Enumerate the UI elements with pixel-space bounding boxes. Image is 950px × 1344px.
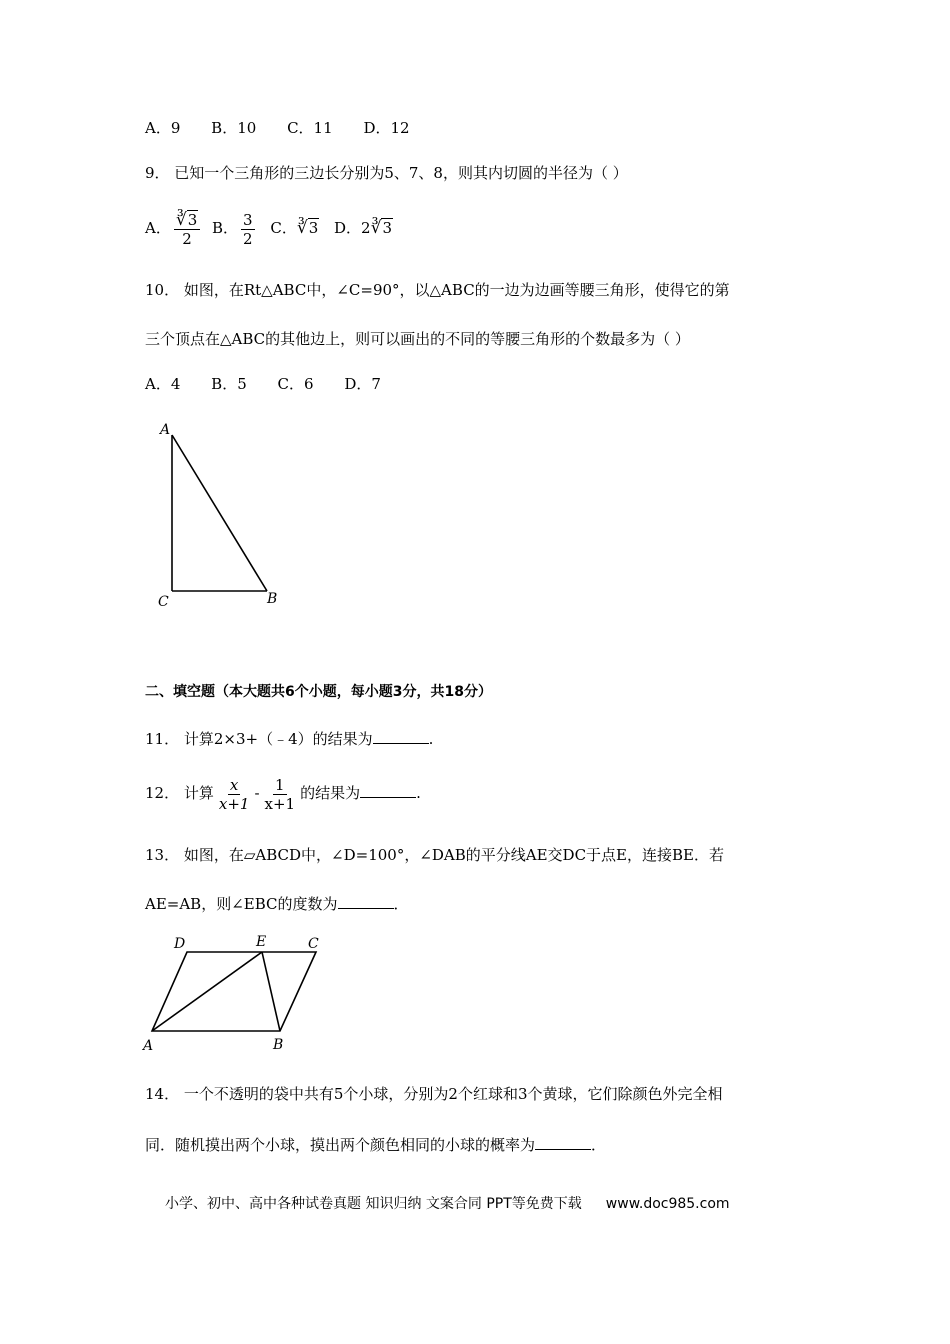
q9-option-a-fraction: $\frac{∛3}{2}$ <box>174 211 200 248</box>
q13-parallelogram-figure <box>138 930 338 1055</box>
vertex-label-c: C <box>308 936 319 952</box>
q10-options <box>145 374 407 394</box>
q14-question-line1: 14． 一个不透明的袋中共有5个小球，分别为2个红球和3个黄球，它们除颜色外完全相 <box>145 1085 723 1103</box>
q9-option-b: B． $\frac{3}{2}$ <box>212 210 253 248</box>
q13-question-line1: 13． 如图，在▱ABCD中，∠D=100°，∠DAB的平分线AE交DC于点E，连接BE．若 <box>145 846 724 864</box>
q8-option-a: A．9 <box>145 119 181 137</box>
q13-answer-blank <box>338 894 394 909</box>
footer-url[interactable]: www.doc985.com <box>605 1196 730 1212</box>
q10-option-d: D．7 <box>344 375 381 393</box>
q10-option-b: B．5 <box>211 375 247 393</box>
segment-be <box>262 952 280 1031</box>
q9-question: 9． 已知一个三角形的三边长分别为5、7、8，则其内切圆的半径为（ ） <box>145 164 628 182</box>
q12-fraction-1: $\frac{x}{x+1}$ <box>218 775 250 813</box>
q12-fraction-2: $\frac{1}{x+1}$ <box>264 775 296 813</box>
vertex-label-d: D <box>174 936 186 952</box>
segment-ae <box>152 952 262 1031</box>
vertex-label-a: A <box>143 1038 154 1054</box>
q9-options <box>145 208 393 248</box>
q10-option-a: A．4 <box>145 375 181 393</box>
vertex-label-e: E <box>256 934 267 950</box>
q13-question-line2: AE=AB，则∠EBC的度数为 ． <box>145 895 409 913</box>
vertex-label-b: B <box>267 591 278 607</box>
q10-question-line2: 三个顶点在△ABC的其他边上，则可以画出的不同的等腰三角形的个数最多为（ ） <box>145 330 690 348</box>
section2-heading: 二、填空题（本大题共6个小题，每小题3分，共18分） <box>145 684 492 700</box>
q12-answer-blank <box>360 783 416 798</box>
q10-triangle-figure <box>150 415 290 615</box>
vertex-label-b: B <box>273 1037 284 1053</box>
page-footer <box>165 1193 730 1213</box>
q10-question-line1: 10． 如图，在Rt△ABC中，∠C=90°，以△ABC的一边为边画等腰三角形，使得它的第 <box>145 281 730 299</box>
q9-option-c: C．∛3 <box>270 218 319 238</box>
q11-answer-blank <box>373 729 429 744</box>
q9-option-a: A． $\frac{∛3}{2}$ <box>145 219 208 237</box>
parallelogram-abcd <box>152 952 316 1031</box>
footer-text: 小学、初中、高中各种试卷真题 知识归纳 文案合同 PPT等免费下载 <box>165 1196 582 1212</box>
q11-question: 11． 计算2×3+（﹣4）的结果为 . <box>145 730 434 748</box>
q10-option-c: C．6 <box>277 375 314 393</box>
q8-option-b: B．10 <box>211 119 257 137</box>
vertex-label-c: C <box>158 594 169 610</box>
q9-option-d: D．2∛3 <box>334 218 392 238</box>
q8-option-d: D．12 <box>363 119 410 137</box>
q8-options <box>145 118 436 138</box>
q8-option-c: C．11 <box>287 119 333 137</box>
q14-question-line2: 同．随机摸出两个小球，摸出两个颜色相同的小球的概率为 ． <box>145 1136 607 1154</box>
q9-option-b-fraction: $\frac{3}{2}$ <box>243 210 253 248</box>
q12-question: 12． 计算 $\frac{x}{x+1}$ - $\frac{1}{x+1}$ 的结果为 . <box>145 775 421 813</box>
q14-answer-blank <box>535 1135 591 1150</box>
vertex-label-a: A <box>160 422 171 438</box>
side-ab <box>172 435 267 591</box>
